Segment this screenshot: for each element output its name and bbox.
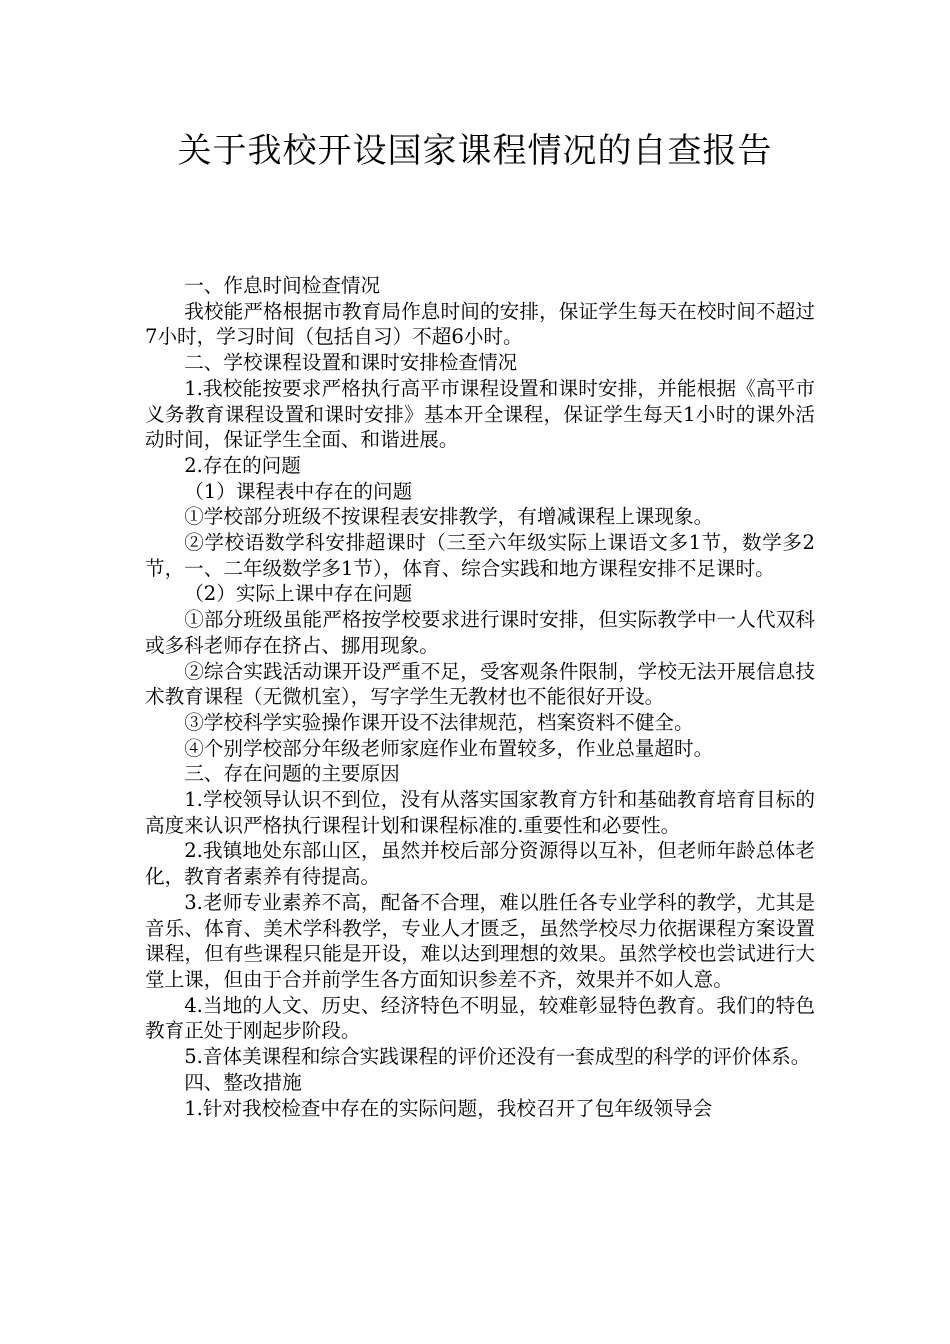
document-title: 关于我校开设国家课程情况的自查报告 <box>177 131 773 171</box>
paragraph-cause-3: 3.老师专业素养不高，配备不合理，难以胜任各专业学科的教学，尤其是音乐、体育、美术学科教学，专业人才匮乏，虽然学校尽力依据课程方案设置课程，但有些课程只能是开设，难以达到理想的效果。虽然学校也尝试进行大堂上课，但由于合并前学生各方面知识参差不齐，效果并不如人意。 <box>145 890 815 991</box>
list-item-classroom-problem-3: ③学校科学实验操作课开设不法律规范，档案资料不健全。 <box>184 710 694 734</box>
subheading-classroom-problems: （2）实际上课中存在问题 <box>184 582 413 606</box>
section-heading-curriculum-check: 二、学校课程设置和课时安排检查情况 <box>184 351 518 375</box>
paragraph-cause-1: 1.学校领导认识不到位，没有从落实国家教育方针和基础教育培育目标的高度来认识严格执行课程计划和课程标准的.重要性和必要性。 <box>145 788 815 837</box>
list-item-classroom-problem-4: ④个别学校部分年级老师家庭作业布置较多，作业总量超时。 <box>184 736 714 760</box>
paragraph-cause-5: 5.音体美课程和综合实践课程的评价还没有一套成型的科学的评价体系。 <box>184 1045 811 1069</box>
paragraph-schedule-compliance: 我校能严格根据市教育局作息时间的安排，保证学生每天在校时间不超过7小时，学习时间（包括自习）不超6小时。 <box>145 299 815 349</box>
list-item-timetable-problem-1: ①学校部分班级不按课程表安排教学，有增减课程上课现象。 <box>184 505 714 529</box>
section-heading-main-causes: 三、存在问题的主要原因 <box>184 762 400 786</box>
subheading-existing-problems: 2.存在的问题 <box>184 453 301 477</box>
paragraph-cause-2: 2.我镇地处东部山区，虽然并校后部分资源得以互补，但老师年龄总体老化，教育者素养有待提高。 <box>145 839 815 889</box>
paragraph-measure-1: 1.针对我校检查中存在的实际问题，我校召开了包年级领导会 <box>184 1096 713 1120</box>
section-heading-corrective-measures: 四、整改措施 <box>184 1070 302 1094</box>
document-body <box>145 273 815 1121</box>
list-item-classroom-problem-2: ②综合实践活动课开设严重不足，受客观条件限制，学校无法开展信息技术教育课程（无微机室），写字学生无教材也不能很好开设。 <box>145 659 815 709</box>
paragraph-curriculum-implementation: 1.我校能按要求严格执行高平市课程设置和课时安排，并能根据《高平市义务教育课程设置和课时安排》基本开全课程，保证学生每天1小时的课外活动时间，保证学生全面、和谐进展。 <box>145 376 815 452</box>
paragraph-cause-4: 4.当地的人文、历史、经济特色不明显，较难彰显特色教育。我们的特色教育正处于刚起步阶段。 <box>145 993 815 1043</box>
section-heading-schedule-check: 一、作息时间检查情况 <box>184 274 381 297</box>
subheading-timetable-problems: （1）课程表中存在的问题 <box>184 479 413 503</box>
list-item-classroom-problem-1: ①部分班级虽能严格按学校要求进行课时安排，但实际教学中一人代双科或多科老师存在挤占、挪用现象。 <box>145 608 815 657</box>
list-item-timetable-problem-2: ②学校语数学科安排超课时（三至六年级实际上课语文多1节，数学多2节，一、二年级数学多1节），体育、综合实践和地方课程安排不足课时。 <box>145 531 815 580</box>
